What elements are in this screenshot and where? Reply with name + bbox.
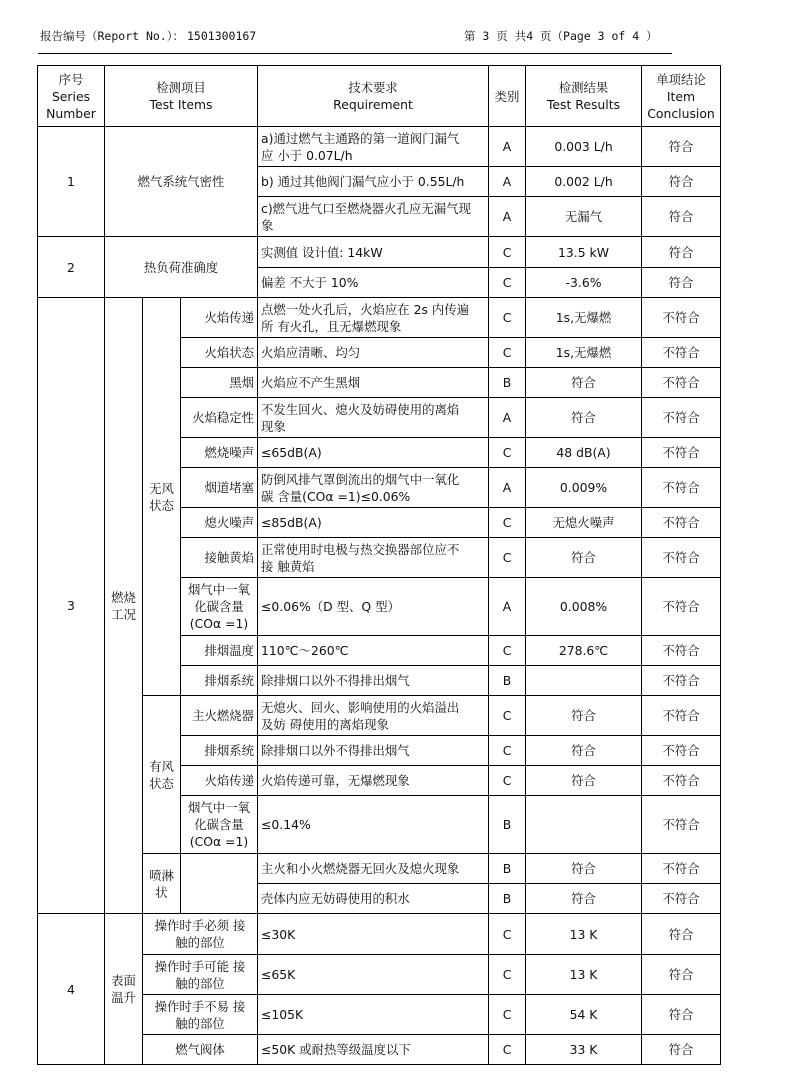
conclusion-cell: 符合 [642, 268, 721, 298]
report-number-line [40, 28, 256, 44]
conclusion-cell: 符合 [642, 1035, 721, 1065]
category-cell: C [489, 955, 526, 995]
requirement-cell: 除排烟口以外不得排出烟气 [258, 666, 489, 696]
requirement-cell: ≤0.06%（D 型、Q 型） [258, 578, 489, 636]
category-cell: B [489, 368, 526, 398]
conclusion-cell: 不符合 [642, 438, 721, 468]
conclusion-cell: 不符合 [642, 538, 721, 578]
requirement-cell: ≤0.14% [258, 796, 489, 854]
sub-item: 燃烧噪声 [181, 438, 258, 468]
sub-item: 操作时手必须 接 触的部位 [143, 914, 258, 955]
requirement-cell: c)燃气进气口至燃烧器火孔应无漏气现 象 [258, 197, 489, 237]
category-cell: A [489, 578, 526, 636]
requirement-cell: b) 通过其他阀门漏气应小于 0.55L/h [258, 167, 489, 197]
condition-label-windy: 有风 状态 [143, 696, 181, 854]
category-cell: C [489, 766, 526, 796]
test-item: 燃气系统气密性 [105, 127, 258, 237]
result-cell: 48 dB(A) [526, 438, 642, 468]
category-cell: A [489, 197, 526, 237]
table-row [38, 127, 721, 167]
category-cell: C [489, 538, 526, 578]
sub-item: 排烟系统 [181, 736, 258, 766]
sub-item: 火焰稳定性 [181, 398, 258, 438]
result-cell: 54 K [526, 995, 642, 1035]
col-category-header: 类别 [489, 66, 526, 127]
group-label: 燃烧 工况 [105, 298, 143, 914]
conclusion-cell: 不符合 [642, 368, 721, 398]
category-cell: C [489, 696, 526, 736]
conclusion-cell: 符合 [642, 127, 721, 167]
sub-item: 操作时手不易 接 触的部位 [143, 995, 258, 1035]
category-cell: B [489, 796, 526, 854]
sub-item: 排烟温度 [181, 636, 258, 666]
conclusion-cell: 不符合 [642, 398, 721, 438]
condition-label-calm: 无风 状态 [143, 298, 181, 696]
result-cell: 符合 [526, 696, 642, 736]
table-row [38, 914, 721, 955]
sub-item: 燃气阀体 [143, 1035, 258, 1065]
report-number: 1501300167 [187, 29, 257, 43]
series-number: 4 [38, 914, 105, 1065]
table-row [38, 298, 721, 338]
requirement-cell: 主火和小火燃烧器无回火及熄火现象 [258, 854, 489, 884]
conclusion-cell: 符合 [642, 167, 721, 197]
sub-item: 火焰传递 [181, 766, 258, 796]
condition-label-spray: 喷淋 状 [143, 854, 181, 914]
result-cell: 13.5 kW [526, 237, 642, 268]
sub-item: 烟道堵塞 [181, 468, 258, 508]
category-cell: C [489, 508, 526, 538]
category-cell: B [489, 854, 526, 884]
result-cell: 13 K [526, 914, 642, 955]
result-cell [526, 666, 642, 696]
category-cell: B [489, 666, 526, 696]
requirement-cell: 防倒风排气罩倒流出的烟气中一氧化 碳 含量(COα =1)≤0.06% [258, 468, 489, 508]
sub-item: 熄火噪声 [181, 508, 258, 538]
sub-item: 主火燃烧器 [181, 696, 258, 736]
sub-item: 排烟系统 [181, 666, 258, 696]
sub-item-empty [181, 854, 258, 914]
result-cell: 符合 [526, 368, 642, 398]
result-cell: 符合 [526, 398, 642, 438]
result-cell: -3.6% [526, 268, 642, 298]
result-cell: 1s,无爆燃 [526, 338, 642, 368]
header-row [38, 66, 721, 127]
result-cell: 无漏气 [526, 197, 642, 237]
conclusion-cell: 不符合 [642, 736, 721, 766]
result-cell: 0.003 L/h [526, 127, 642, 167]
requirement-cell: 正常使用时电极与热交换器部位应不 接 触黄焰 [258, 538, 489, 578]
requirement-cell: 无熄火、回火、影响使用的火焰溢出 及妨 碍使用的离焰现象 [258, 696, 489, 736]
conclusion-cell: 符合 [642, 955, 721, 995]
conclusion-cell: 符合 [642, 995, 721, 1035]
conclusion-cell: 不符合 [642, 696, 721, 736]
result-cell: 符合 [526, 884, 642, 914]
series-number: 1 [38, 127, 105, 237]
conclusion-cell: 不符合 [642, 468, 721, 508]
result-cell: 0.008% [526, 578, 642, 636]
conclusion-cell: 不符合 [642, 636, 721, 666]
requirement-cell: 偏差 不大于 10% [258, 268, 489, 298]
test-item: 热负荷准确度 [105, 237, 258, 298]
sub-item: 烟气中一氧 化碳含量 (COα =1) [181, 796, 258, 854]
sub-item: 火焰传递 [181, 298, 258, 338]
category-cell: A [489, 127, 526, 167]
category-cell: A [489, 398, 526, 438]
category-cell: C [489, 1035, 526, 1065]
result-cell: 无熄火噪声 [526, 508, 642, 538]
col-requirement-header: 技术要求 Requirement [258, 66, 489, 127]
col-conclusion-header: 单项结论 Item Conclusion [642, 66, 721, 127]
requirement-cell: ≤105K [258, 995, 489, 1035]
result-cell: 0.009% [526, 468, 642, 508]
conclusion-cell: 不符合 [642, 666, 721, 696]
requirement-cell: ≤30K [258, 914, 489, 955]
category-cell: A [489, 167, 526, 197]
sub-item: 接触黄焰 [181, 538, 258, 578]
test-results-table [37, 65, 721, 1065]
requirement-cell: 点燃一处火孔后，火焰应在 2s 内传遍 所 有火孔，且无爆燃现象 [258, 298, 489, 338]
series-number: 3 [38, 298, 105, 914]
conclusion-cell: 符合 [642, 914, 721, 955]
category-cell: C [489, 995, 526, 1035]
requirement-cell: 火焰传递可靠，无爆燃现象 [258, 766, 489, 796]
category-cell: C [489, 268, 526, 298]
requirement-cell: 实测值 设计值: 14kW [258, 237, 489, 268]
result-cell: 符合 [526, 854, 642, 884]
conclusion-cell: 不符合 [642, 884, 721, 914]
category-cell: C [489, 338, 526, 368]
requirement-cell: 火焰应不产生黑烟 [258, 368, 489, 398]
report-number-label: 报告编号（Report No.）： [40, 29, 184, 43]
conclusion-cell: 不符合 [642, 854, 721, 884]
category-cell: C [489, 298, 526, 338]
result-cell: 符合 [526, 766, 642, 796]
result-cell: 278.6℃ [526, 636, 642, 666]
page-info: 第 3 页 共4 页（Page 3 of 4 ） [464, 29, 658, 43]
conclusion-cell: 符合 [642, 197, 721, 237]
result-cell: 33 K [526, 1035, 642, 1065]
conclusion-cell: 不符合 [642, 338, 721, 368]
col-series-header: 序号 Series Number [38, 66, 105, 127]
requirement-cell: ≤65K [258, 955, 489, 995]
col-items-header: 检测项目 Test Items [105, 66, 258, 127]
requirement-cell: ≤85dB(A) [258, 508, 489, 538]
col-results-header: 检测结果 Test Results [526, 66, 642, 127]
conclusion-cell: 不符合 [642, 766, 721, 796]
result-cell [526, 796, 642, 854]
category-cell: A [489, 468, 526, 508]
result-cell: 符合 [526, 736, 642, 766]
result-cell: 0.002 L/h [526, 167, 642, 197]
category-cell: C [489, 636, 526, 666]
category-cell: C [489, 736, 526, 766]
requirement-cell: 壳体内应无妨碍使用的积水 [258, 884, 489, 914]
group-label: 表面 温升 [105, 914, 143, 1065]
conclusion-cell: 不符合 [642, 796, 721, 854]
conclusion-cell: 不符合 [642, 298, 721, 338]
sub-item: 黑烟 [181, 368, 258, 398]
requirement-cell: 110℃～260℃ [258, 636, 489, 666]
category-cell: C [489, 237, 526, 268]
result-cell: 13 K [526, 955, 642, 995]
sub-item: 操作时手可能 接 触的部位 [143, 955, 258, 995]
requirement-cell: ≤65dB(A) [258, 438, 489, 468]
conclusion-cell: 不符合 [642, 508, 721, 538]
conclusion-cell: 符合 [642, 237, 721, 268]
header-rule [38, 53, 672, 54]
requirement-cell: 火焰应清晰、均匀 [258, 338, 489, 368]
requirement-cell: 除排烟口以外不得排出烟气 [258, 736, 489, 766]
requirement-cell: ≤50K 或耐热等级温度以下 [258, 1035, 489, 1065]
conclusion-cell: 不符合 [642, 578, 721, 636]
result-cell: 符合 [526, 538, 642, 578]
requirement-cell: 不发生回火、熄火及妨碍使用的离焰 现象 [258, 398, 489, 438]
category-cell: B [489, 884, 526, 914]
requirement-cell: a)通过燃气主通路的第一道阀门漏气 应 小于 0.07L/h [258, 127, 489, 167]
result-cell: 1s,无爆燃 [526, 298, 642, 338]
sub-item: 烟气中一氧 化碳含量 (COα =1) [181, 578, 258, 636]
series-number: 2 [38, 237, 105, 298]
table-row [38, 237, 721, 268]
sub-item: 火焰状态 [181, 338, 258, 368]
category-cell: C [489, 914, 526, 955]
category-cell: C [489, 438, 526, 468]
